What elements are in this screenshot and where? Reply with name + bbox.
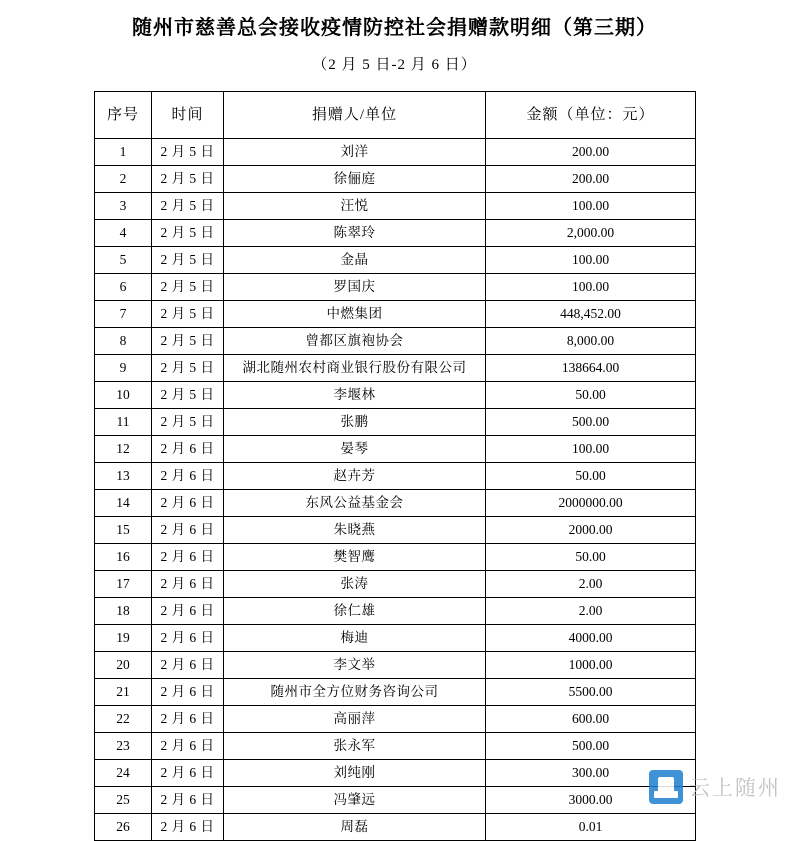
cell-amount: 50.00 [486,463,696,490]
cell-date: 2 月 5 日 [152,328,224,355]
page-title: 随州市慈善总会接收疫情防控社会捐赠款明细（第三期） [132,17,657,39]
cell-amount: 100.00 [486,193,696,220]
table-row [95,247,696,274]
cell-donor: 赵卉芳 [224,463,486,490]
cell-date: 2 月 6 日 [152,544,224,571]
cell-date: 2 月 5 日 [152,139,224,166]
cell-index: 11 [95,409,152,436]
cell-donor: 徐俪庭 [224,166,486,193]
table-row [95,598,696,625]
cell-amount: 50.00 [486,382,696,409]
cell-amount: 8,000.00 [486,328,696,355]
cell-index: 24 [95,760,152,787]
cell-donor: 刘纯刚 [224,760,486,787]
table-row [95,490,696,517]
cell-donor: 梅迪 [224,625,486,652]
cell-amount: 4000.00 [486,625,696,652]
table-row [95,193,696,220]
cell-amount: 5500.00 [486,679,696,706]
table-row [95,463,696,490]
cell-donor: 高丽萍 [224,706,486,733]
cell-donor: 李文举 [224,652,486,679]
table-row [95,571,696,598]
cell-index: 13 [95,463,152,490]
cell-index: 15 [95,517,152,544]
cell-amount: 600.00 [486,706,696,733]
table-row [95,706,696,733]
cell-donor: 曾都区旗袍协会 [224,328,486,355]
cell-amount: 100.00 [486,247,696,274]
cell-date: 2 月 6 日 [152,490,224,517]
table-header [95,92,696,139]
cell-donor: 张永军 [224,733,486,760]
cell-donor: 金晶 [224,247,486,274]
cell-index: 9 [95,355,152,382]
cell-amount: 100.00 [486,274,696,301]
cell-amount: 200.00 [486,139,696,166]
table-row [95,679,696,706]
cell-index: 22 [95,706,152,733]
cell-date: 2 月 5 日 [152,355,224,382]
table-row [95,382,696,409]
column-header-date: 时间 [152,92,224,139]
cell-donor: 樊智鹰 [224,544,486,571]
table-row [95,166,696,193]
cell-date: 2 月 5 日 [152,220,224,247]
cell-donor: 朱晓燕 [224,517,486,544]
table-row [95,760,696,787]
donations-table [94,91,696,841]
donations-table-container [0,91,789,841]
cell-donor: 张鹏 [224,409,486,436]
cell-amount: 200.00 [486,166,696,193]
cell-index: 18 [95,598,152,625]
cell-index: 20 [95,652,152,679]
cell-index: 1 [95,139,152,166]
cell-date: 2 月 6 日 [152,517,224,544]
cell-donor: 周磊 [224,814,486,841]
cell-index: 3 [95,193,152,220]
cell-donor: 冯肇远 [224,787,486,814]
cell-amount: 1000.00 [486,652,696,679]
table-row [95,355,696,382]
cell-amount: 3000.00 [486,787,696,814]
page-subtitle: （2 月 5 日-2 月 6 日） [312,57,477,73]
cell-donor: 陈翠玲 [224,220,486,247]
table-row [95,625,696,652]
cell-donor: 徐仁雄 [224,598,486,625]
cell-amount: 448,452.00 [486,301,696,328]
cell-date: 2 月 6 日 [152,760,224,787]
cell-amount: 0.01 [486,814,696,841]
cell-amount: 500.00 [486,733,696,760]
cell-date: 2 月 5 日 [152,409,224,436]
table-row [95,220,696,247]
table-row [95,274,696,301]
cell-date: 2 月 6 日 [152,787,224,814]
cell-index: 14 [95,490,152,517]
cell-index: 26 [95,814,152,841]
table-row [95,544,696,571]
cell-index: 25 [95,787,152,814]
table-body [95,139,696,841]
cell-index: 17 [95,571,152,598]
table-row [95,436,696,463]
column-header-donor: 捐赠人/单位 [224,92,486,139]
table-header-row [95,92,696,139]
table-row [95,517,696,544]
table-row [95,814,696,841]
column-header-index: 序号 [95,92,152,139]
cell-date: 2 月 5 日 [152,166,224,193]
cell-date: 2 月 5 日 [152,301,224,328]
table-row [95,301,696,328]
cell-amount: 2,000.00 [486,220,696,247]
cell-date: 2 月 6 日 [152,436,224,463]
cell-date: 2 月 5 日 [152,274,224,301]
cell-donor: 晏琴 [224,436,486,463]
cell-date: 2 月 5 日 [152,247,224,274]
cell-date: 2 月 6 日 [152,571,224,598]
cell-donor: 刘洋 [224,139,486,166]
column-header-amount: 金额（单位：元） [486,92,696,139]
cell-amount: 50.00 [486,544,696,571]
cell-date: 2 月 6 日 [152,625,224,652]
cell-donor: 汪悦 [224,193,486,220]
cell-index: 23 [95,733,152,760]
cell-amount: 138664.00 [486,355,696,382]
cell-date: 2 月 6 日 [152,814,224,841]
cell-donor: 中燃集团 [224,301,486,328]
cell-amount: 300.00 [486,760,696,787]
cell-date: 2 月 5 日 [152,382,224,409]
watermark-label: 云上随州 [689,777,781,800]
table-row [95,328,696,355]
cell-date: 2 月 6 日 [152,652,224,679]
cell-date: 2 月 6 日 [152,733,224,760]
cell-index: 21 [95,679,152,706]
cell-date: 2 月 6 日 [152,598,224,625]
cell-donor: 张涛 [224,571,486,598]
table-row [95,652,696,679]
cell-donor: 李堰林 [224,382,486,409]
cell-index: 2 [95,166,152,193]
table-row [95,733,696,760]
cell-donor: 罗国庆 [224,274,486,301]
cell-index: 19 [95,625,152,652]
cell-index: 5 [95,247,152,274]
cell-index: 4 [95,220,152,247]
table-row [95,409,696,436]
cell-amount: 2.00 [486,571,696,598]
cell-amount: 500.00 [486,409,696,436]
cell-amount: 2.00 [486,598,696,625]
cell-donor: 湖北随州农村商业银行股份有限公司 [224,355,486,382]
cell-donor: 随州市全方位财务咨询公司 [224,679,486,706]
cell-amount: 100.00 [486,436,696,463]
cell-donor: 东风公益基金会 [224,490,486,517]
table-row [95,787,696,814]
cell-date: 2 月 6 日 [152,679,224,706]
cell-date: 2 月 6 日 [152,463,224,490]
cell-amount: 2000000.00 [486,490,696,517]
cell-index: 7 [95,301,152,328]
cell-index: 6 [95,274,152,301]
cell-index: 10 [95,382,152,409]
cell-amount: 2000.00 [486,517,696,544]
cell-date: 2 月 6 日 [152,706,224,733]
cell-date: 2 月 5 日 [152,193,224,220]
cell-index: 16 [95,544,152,571]
cell-index: 12 [95,436,152,463]
table-row [95,139,696,166]
cell-index: 8 [95,328,152,355]
